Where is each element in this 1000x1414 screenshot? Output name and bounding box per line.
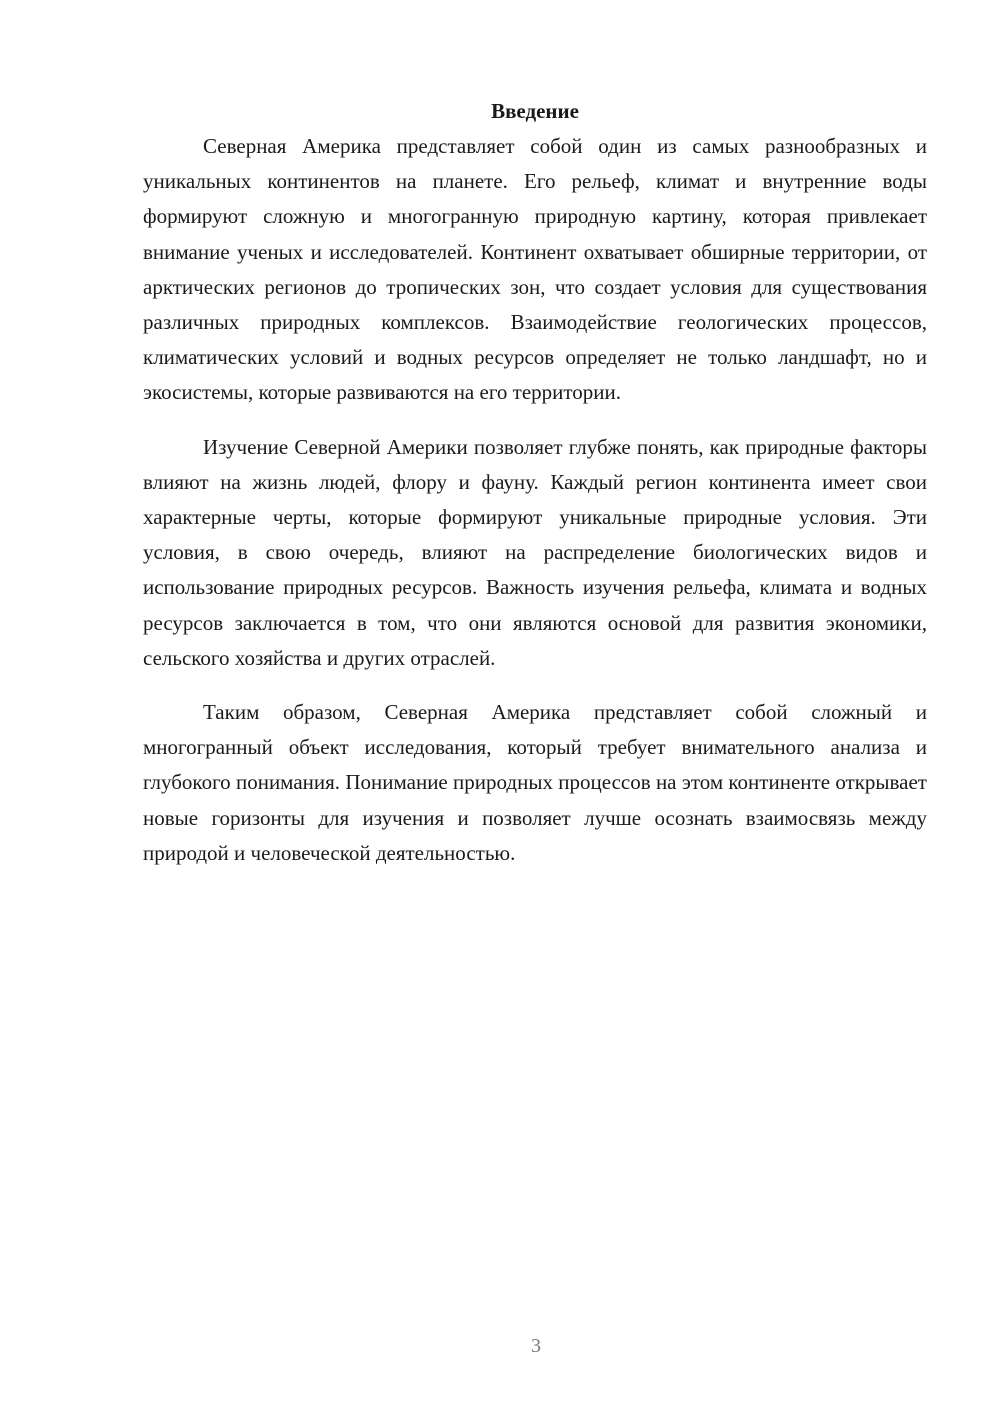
section-title: Введение <box>491 99 579 123</box>
paragraph-3: Таким образом, Северная Америка представляет собой сложный и многогранный объект исследования, который требует внимательного анализа и глубокого понимания. Понимание природных процессов на этом континенте открывает новые горизонты для изучения и позволяет лучше осознать взаимосвязь между природой и человеческой деятельностью. <box>143 700 927 865</box>
paragraph-1: Северная Америка представляет собой один из самых разнообразных и уникальных континентов на планете. Его рельеф, климат и внутренние воды формируют сложную и многогранную природную картину, которая привлекает внимание ученых и исследователей. Континент охватывает обширные территории, от арктических регионов до тропических зон, что создает условия для существования различных природных комплексов. Взаимодействие геологических процессов, климатических условий и водных ресурсов определяет не только ландшафт, но и экосистемы, которые развиваются на его территории. <box>143 134 927 405</box>
page-content <box>143 94 927 871</box>
paragraph-2: Изучение Северной Америки позволяет глубже понять, как природные факторы влияют на жизнь людей, флору и фауну. Каждый регион континента имеет свои характерные черты, которые формируют уникальные природные условия. Эти условия, в свою очередь, влияют на распределение биологических видов и использование природных ресурсов. Важность изучения рельефа, климата и водных ресурсов заключается в том, что они являются основой для развития экономики, сельского хозяйства и других отраслей. <box>143 434 927 670</box>
page-number: 3 <box>531 1335 541 1357</box>
